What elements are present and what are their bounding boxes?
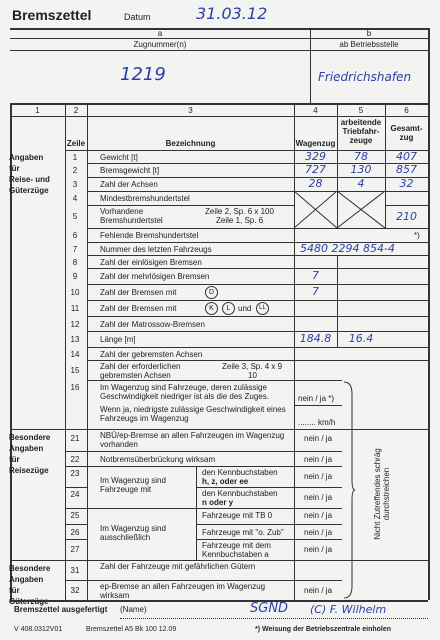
row-1-num: 1 [72,153,78,162]
row-21-nein-ja[interactable]: nein / ja [304,434,333,443]
section-reise-1: Angaben [9,153,44,162]
group-23-label: Im Wagenzug sind Fahrzeuge mit [100,476,166,494]
row-21-num: 21 [70,434,80,443]
weisung-note: *) Weisung der Betriebszentrale einholen [255,626,392,633]
row-26-num: 26 [70,528,80,537]
section-breise-2: Angaben [9,444,44,453]
colnum-3: 3 [188,106,193,115]
row-5-label: Vorhandene Bremshundertstel [100,207,163,225]
row-25-nein-ja[interactable]: nein / ja [304,511,333,520]
row-7-num: 7 [72,245,78,254]
row-2-gesamtzug[interactable]: 857 [396,163,417,176]
row-2-num: 2 [72,166,78,175]
row-6-num: 6 [72,231,78,240]
form-description: Bremszettel A5 Bk 100 12.09 [86,626,177,633]
row-1-triebfahrzeuge[interactable]: 78 [354,150,368,163]
row-2-wagenzug[interactable]: 727 [305,163,326,176]
row-3-triebfahrzeuge[interactable]: 4 [357,177,365,190]
row-11-label: Zahl der Bremsen mit [100,304,177,313]
name-label: (Name) [120,605,147,614]
row-26-label: Fahrzeuge mit "o. Zub" [202,528,284,537]
crossed-box-icon [294,191,385,228]
row-22-nein-ja[interactable]: nein / ja [304,455,333,464]
colnum-6: 6 [404,106,409,115]
row-2-label: Bremsgewicht [t] [100,166,160,175]
row-16-label2: Wenn ja, niedrigste zulässige Geschwindigkeit eines Fahrzeugs im Wagenzug [100,405,286,423]
row-4-label: Mindestbremshundertstel [100,194,190,203]
datum-value[interactable]: 31.03.12 [196,4,268,23]
row-11-circle-l: L [222,302,235,315]
section-bgueter-3: für [9,586,20,595]
colhead-bezeichnung: Bezeichnung [165,139,216,148]
ausgefertigt-label: Bremszettel ausgefertigt [14,605,108,614]
row-16-kmh[interactable]: ........ km/h [298,418,336,427]
group-25-label: Im Wagenzug sind ausschließlich [100,524,166,542]
row-12-label: Zahl der Matrossow-Bremsen [100,320,205,329]
row-32-num: 32 [70,586,80,595]
row-14-label: Zahl der gebremsten Achsen [100,350,203,359]
zugnummer-label: Zugnummer(n) [133,40,187,49]
row-1-label: Gewicht [t] [100,153,138,162]
row-16-nein-ja[interactable]: nein / ja *) [298,394,335,403]
row-13-triebfahrzeuge[interactable]: 16.4 [348,332,374,345]
row-27-nein-ja[interactable]: nein / ja [304,545,333,554]
row-32-label: ep-Bremse an allen Fahrzeugen im Wagenzug wirksam [100,582,266,600]
colhead-wagenzug: Wagenzug [295,139,336,148]
side-note: Nicht Zutreffendes schräg durchstreichen [373,448,391,540]
abbetrieb-label: ab Betriebsstelle [339,40,399,49]
row-27-num: 27 [70,545,80,554]
signature[interactable]: SGND [250,601,289,616]
row-11-und: und [238,304,252,313]
group-23-sub1b: h, z, oder ee [202,477,249,486]
row-5-num: 5 [72,212,78,221]
row-5-sub: Zeile 2, Sp. 6 x 100 [205,207,274,216]
row-1-wagenzug[interactable]: 329 [305,150,326,163]
row-25-label: Fahrzeuge mit TB 0 [202,511,273,520]
row-6-label: Fehlende Bremshundertstel [100,231,199,240]
section-breise-1: Besondere [9,433,51,442]
row-13-num: 13 [70,335,80,344]
section-reise-4: Güterzüge [9,186,49,195]
col-a-label: a [157,29,163,38]
row-23-nein-ja[interactable]: nein / ja [304,472,333,481]
row-16-label: Im Wagenzug sind Fahrzeuge, deren zulässige Geschwindigkeit niedriger ist als die des Zuges. [100,383,269,401]
row-25-num: 25 [70,511,80,520]
row-8-num: 8 [72,258,78,267]
row-31-num: 31 [70,566,80,575]
row-9-wagenzug[interactable]: 7 [312,269,319,282]
row-1-gesamtzug[interactable]: 407 [396,150,417,163]
zugnummer-value[interactable]: 1219 [120,64,166,85]
row-14-num: 14 [70,350,80,359]
row-13-wagenzug[interactable]: 184.8 [299,332,332,345]
col-b-label: b [366,29,372,38]
row-11-circle-k: K [205,302,218,315]
section-breise-4: Reisezüge [9,466,49,475]
colnum-2: 2 [73,106,79,115]
row-15-num: 15 [70,366,80,375]
group-23-sub2: den Kennbuchstaben [202,489,278,498]
row-3-label: Zahl der Achsen [100,180,158,189]
group-23-sub1: den Kennbuchstaben [202,468,278,477]
row-9-label: Zahl der mehrlösigen Bremsen [100,272,210,281]
row-15-sub2: 10 [248,371,257,380]
row-21-label: NBÜ/ep-Bremse an allen Fahrzeugen im Wagenzug vorhanden [100,431,285,449]
row-5-sub2: Zeile 1, Sp. 6 [216,216,264,225]
row-26-nein-ja[interactable]: nein / ja [304,528,333,537]
colhead-triebfahrzeuge: arbeitende Triebfahr-zeuge [340,118,382,145]
row-10-circle: D [205,286,218,299]
row-23-num: 23 [70,469,80,478]
row-7-label: Nummer des letzten Fahrzeugs [100,245,212,254]
form-number: V 408.0312V01 [14,626,63,633]
row-15-label: Zahl der erforderlichen gebremsten Achsen [100,362,181,380]
row-32-nein-ja[interactable]: nein / ja [304,586,333,595]
row-22-num: 22 [70,455,80,464]
row-13-label: Länge [m] [100,335,136,344]
section-reise-3: Reise- und [9,175,50,184]
row-24-nein-ja[interactable]: nein / ja [304,493,333,502]
section-bgueter-4: Güterzüge [9,597,49,606]
row-11-num: 11 [70,304,80,313]
colnum-4: 4 [313,106,318,115]
group-23-sub2b: n oder y [202,498,234,507]
row-12-num: 12 [70,320,80,329]
row-9-num: 9 [72,272,78,281]
row-16-num: 16 [70,383,80,392]
row-10-num: 10 [70,288,80,297]
section-bgueter-2: Angaben [9,575,44,584]
row-27-label: Fahrzeuge mit dem Kennbuchstaben a [202,541,271,559]
section-breise-3: für [9,455,20,464]
colhead-zeile: Zeile [66,139,86,148]
section-bgueter-1: Besondere [9,564,51,573]
row-7-value[interactable]: 5480 2294 854-4 [300,242,395,255]
colnum-1: 1 [35,106,40,115]
row-3-wagenzug[interactable]: 28 [308,177,323,190]
abbetrieb-value[interactable]: Friedrichshafen [318,70,412,84]
colhead-gesamtzug: Gesamt-zug [390,124,423,142]
row-24-num: 24 [70,490,80,499]
row-2-triebfahrzeuge[interactable]: 130 [350,163,372,176]
row-22-label: Notbremsüberbrückung wirksam [100,455,216,464]
colnum-5: 5 [358,106,364,115]
row-4-num: 4 [72,194,78,203]
row-15-sub: Zeile 3, Sp. 4 x 9 [222,362,283,371]
row-31-label: Zahl der Fahrzeuge mit gefährlichen Gütern [100,562,256,571]
row-6-note: *) [414,231,420,240]
row-10-wagenzug[interactable]: 7 [312,285,319,298]
row-5-gesamtzug[interactable]: 210 [396,210,417,223]
datum-label: Datum [124,12,151,22]
section-reise-2: für [9,164,20,173]
row-3-gesamtzug[interactable]: 32 [399,177,414,190]
bracket-icon [342,380,356,600]
name-value[interactable]: (C) F. Wilhelm [310,603,387,616]
row-8-label: Zahl der einlösigen Bremsen [100,258,202,267]
row-11-circle-ll: LL [256,302,269,315]
row-3-num: 3 [72,180,78,189]
page-title: Bremszettel [12,7,92,23]
row-10-label: Zahl der Bremsen mit [100,288,177,297]
